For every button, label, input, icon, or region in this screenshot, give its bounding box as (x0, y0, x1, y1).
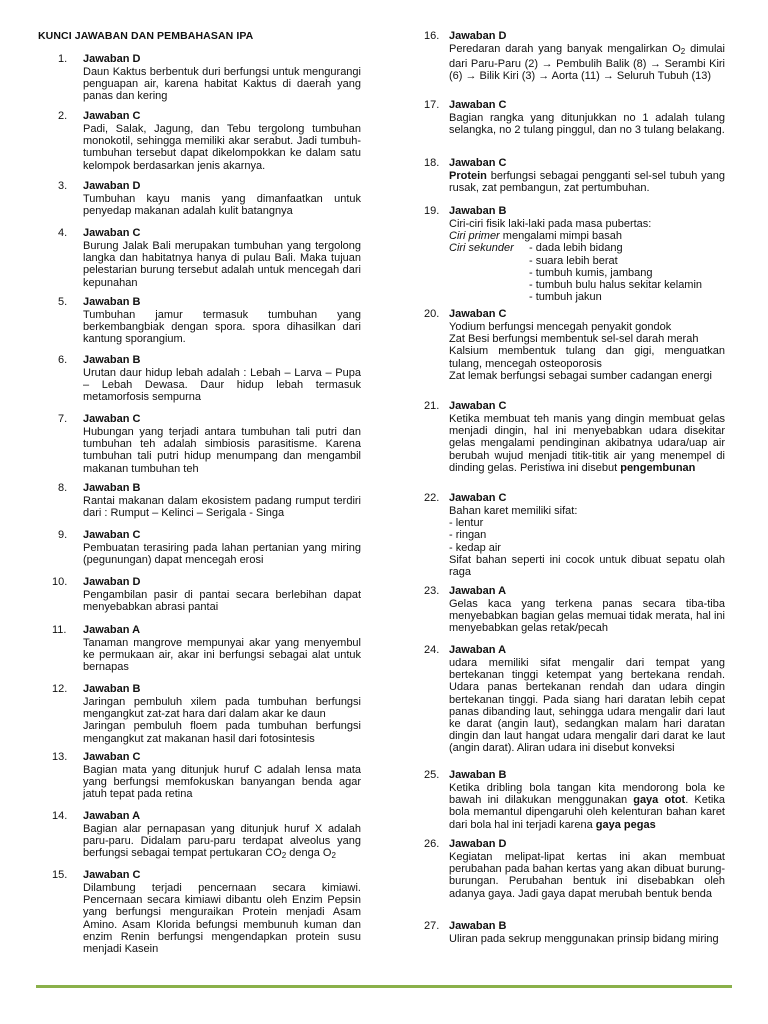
emphasis-term: Protein (449, 170, 487, 182)
answer-explanation (83, 309, 361, 346)
answer-label: Jawaban C (449, 99, 507, 111)
answer-number: 15. (52, 869, 68, 881)
sekunder-row (449, 279, 725, 291)
explanation-line: Pengambilan pasir di pantai secara berlebihan dapat menyebabkan abrasi pantai (83, 589, 361, 614)
answer-number: 8. (58, 482, 68, 494)
answer-explanation (449, 170, 725, 194)
answer-number: 9. (58, 529, 68, 541)
answer-number: 21. (424, 400, 440, 412)
answer-explanation (449, 321, 725, 382)
explanation-line: Tumbuhan kayu manis yang dimanfaatkan untuk penyedap makanan adalah kulit batangnya (83, 193, 361, 218)
answer-label: Jawaban B (449, 205, 507, 217)
explanation-line: Peredaran darah yang banyak mengalirkan $O_2$ dimulai dari Paru-Paru (2) → Pembulih Balik (8) → Serambi Kiri (6) → Bilik Kiri (3) → Aorta (11) → Seluruh Tubuh (13) (449, 43, 725, 83)
answer-number: 5. (58, 296, 68, 308)
explanation-line: Daun Kaktus berbentuk duri berfungsi untuk mengurangi penguapan air, karena habitat Kaktus di daerah yang panas dan kering (83, 66, 361, 103)
sekunder-item: - tumbuh jakun (529, 291, 602, 304)
explanation-line: Bagian mata yang ditunjuk huruf C adalah lensa mata yang berfungsi memfokuskan banyangan benda agar jatuh tepat pada retina (83, 764, 361, 801)
answer-number: 10. (52, 576, 68, 588)
answer-number: 7. (58, 413, 68, 425)
sekunder-item: - dada lebih bidang (529, 242, 623, 255)
answer-number: 2. (58, 110, 68, 122)
explanation-line: Kalsium membentuk tulang dan gigi, menguatkan tulang, mencegah osteoporosis (449, 345, 725, 370)
explanation-line: Ciri-ciri fisik laki-laki pada masa pubertas: (449, 218, 652, 230)
primer-value: mengalami mimpi basah (499, 230, 623, 243)
answer-explanation (449, 851, 725, 900)
answer-number: 23. (424, 585, 440, 597)
answer-explanation (449, 112, 725, 136)
explanation-line: Ketika membuat teh manis yang dingin membuat gelas menjadi dingin, hal ini menyebabkan udara disekitar gelas mengalami pendinginan akibatnya udara/uap air berubah wujud menjadi titik-titik air yang menempel di dinding gelas. Peristiwa ini disebut pengembunan (449, 413, 725, 474)
explanation-line: - ringan (449, 529, 487, 542)
answer-label: Jawaban D (83, 576, 141, 588)
emphasis-term: gaya pegas (595, 818, 656, 831)
answer-explanation (83, 193, 361, 217)
answer-label: Jawaban D (449, 838, 507, 850)
answer-number: 25. (424, 769, 440, 781)
answer-number: 14. (52, 810, 68, 822)
explanation-line: Kegiatan melipat-lipat kertas ini akan membuat perubahan pada bahan kertas yang akan dibuat burung-burungan. Perubahan bentuk ini disebabkan oleh adanya gaya. Jadi gaya dapat merubah bentuk benda (449, 851, 725, 900)
answer-number: 24. (424, 644, 440, 656)
footer-divider (36, 985, 732, 988)
explanation-line: Uliran pada sekrup menggunakan prinsip bidang miring (449, 933, 719, 945)
explanation-line: Protein berfungsi sebagai pengganti sel-sel tubuh yang rusak, zat pembangun, zat pertumbuhan. (449, 170, 725, 195)
answer-explanation (83, 495, 361, 519)
answer-explanation (83, 764, 361, 801)
answer-label: Jawaban D (83, 53, 141, 65)
explanation-line: Jaringan pembuluh floem pada tumbuhan berfungsi mengangkut zat makanan hasil dari fotosintesis (83, 720, 361, 745)
explanation-line: Zat lemak berfungsi sebagai sumber cadangan energi (449, 369, 712, 382)
answer-label: Jawaban C (83, 227, 141, 239)
answer-explanation (83, 637, 361, 674)
explanation-line: Zat Besi berfungsi membentuk sel-sel darah merah (449, 333, 699, 346)
sekunder-key (449, 279, 529, 291)
explanation-line: Hubungan yang terjadi antara tumbuhan tali putri dan tumbuhan teh adalah simbiosis parasitisme. Karena tumbuhan tali putri hidup menumpang dan mengambil makanan tumbuhan teh (83, 426, 361, 475)
sekunder-item: - suara lebih berat (529, 254, 618, 267)
answer-explanation (83, 589, 361, 613)
answer-label: Jawaban C (449, 400, 507, 412)
sekunder-key (449, 255, 529, 267)
explanation-line: Burung Jalak Bali merupakan tumbuhan yang tergolong langka dan habitatnya hanya di pulau Bali. Maka tujuan pelestarian burung tersebut adalah untuk mencegah dari kepunahan (83, 240, 361, 289)
explanation-line: udara memiliki sifat mengalir dari tempat yang bertekanan tinggi ketempat yang bertekana rendah. Udara panas bertekanan rendah dan udara dingin bertekanan tinggi. Pada siang hari daratan lebih cepat panas dibanding laut, sehingga udara mengalir dari laut ke darat (angin laut), sedangkan malam hari daratan dingin dan laut hangat udara mengalir dari darat ke laut (angin darat). Aliran udara ini disebut konveksi (449, 657, 725, 755)
answer-explanation (449, 218, 725, 303)
explanation-line: Dilambung terjadi pencernaan secara kimiawi. Pencernaan secara kimiawi dibantu oleh Enzim Pepsin yang berfungsi menguraikan Protein menjadi Asam Amino. Asam Klorida befungsi membunuh kuman dan enzim Renin berfungsi mengendapkan protein susu menjadi Kasein (83, 882, 361, 956)
answer-number: 17. (424, 99, 440, 111)
answer-label: Jawaban C (83, 751, 141, 763)
answer-label: Jawaban D (83, 180, 141, 192)
sekunder-key (449, 291, 529, 303)
answer-explanation (83, 882, 361, 955)
explanation-line: Tanaman mangrove mempunyai akar yang menyembul ke permukaan air, akar ini berfungsi sebagai alat untuk bernapas (83, 637, 361, 674)
answer-explanation (83, 66, 361, 103)
answer-label: Jawaban C (83, 529, 141, 541)
answer-explanation (83, 123, 361, 172)
answer-label: Jawaban B (83, 482, 141, 494)
answer-number: 1. (58, 53, 68, 65)
answer-explanation (449, 413, 725, 474)
answer-number: 20. (424, 308, 440, 320)
explanation-line: - kedap air (449, 541, 501, 554)
answer-label: Jawaban A (449, 644, 507, 656)
answer-explanation (83, 367, 361, 404)
explanation-line: Bagian alar pernapasan yang ditunjuk huruf X adalah paru-paru. Didalam paru-paru terdapat alveolus yang berfungsi sebagai tempat pertukaran $CO_2$ denga $O_2$ (83, 823, 361, 861)
sekunder-item: - tumbuh kumis, jambang (529, 266, 653, 279)
answer-number: 27. (424, 920, 440, 932)
answer-label: Jawaban C (449, 308, 507, 320)
answer-number: 18. (424, 157, 440, 169)
answer-number: 3. (58, 180, 68, 192)
sekunder-row (449, 255, 725, 267)
answer-number: 11. (52, 624, 67, 636)
answer-label: Jawaban C (449, 157, 507, 169)
sekunder-key (449, 267, 529, 279)
explanation-line: Rantai makanan dalam ekosistem padang rumput terdiri dari : Rumput – Kelinci – Serigala - Singa (83, 495, 361, 520)
answer-number: 16. (424, 30, 440, 42)
sekunder-key: Ciri sekunder (449, 242, 514, 255)
answer-explanation (449, 657, 725, 755)
answer-explanation (83, 426, 361, 475)
answer-explanation (449, 505, 725, 578)
answer-number: 26. (424, 838, 440, 850)
answer-label: Jawaban A (83, 810, 141, 822)
explanation-line: Bagian rangka yang ditunjukkan no 1 adalah tulang selangka, no 2 tulang pinggul, dan no 3 tulang belakang. (449, 112, 725, 137)
answer-label: Jawaban B (449, 920, 507, 932)
answer-explanation (449, 782, 725, 831)
answer-explanation (449, 43, 725, 83)
explanation-line: Sifat bahan seperti ini cocok untuk dibuat sepatu olah raga (449, 553, 725, 579)
primer-key: Ciri primer (449, 230, 500, 243)
explanation-line: Jaringan pembuluh xilem pada tumbuhan berfungsi mengangkut zat-zat hara dari dalam akar ke daun (83, 696, 361, 721)
answer-label: Jawaban C (83, 869, 141, 881)
explanation-line: Bahan karet memiliki sifat: (449, 505, 578, 517)
emphasis-term: gaya otot (633, 794, 686, 807)
answer-label: Jawaban C (83, 413, 141, 425)
answer-label: Jawaban B (83, 296, 141, 308)
answer-label: Jawaban D (449, 30, 507, 42)
explanation-line: Ketika dribling bola tangan kita mendorong bola ke bawah ini dilakukan menggunakan gaya otot. Ketika bola memantul dipengaruhi oleh kelenturan bahan karet dari bola hal ini terjadi karena gaya pegas (449, 782, 725, 831)
answer-number: 13. (52, 751, 68, 763)
answer-explanation (83, 542, 361, 566)
answer-label: Jawaban B (83, 683, 141, 695)
answer-number: 12. (52, 683, 68, 695)
explanation-line: Tumbuhan jamur termasuk tumbuhan yang berkembangbiak dengan spora. spora dihasilkan dari kantung sporangium. (83, 309, 361, 346)
primer-row (449, 230, 725, 242)
page-title: KUNCI JAWABAN DAN PEMBAHASAN IPA (38, 30, 254, 42)
answer-label: Jawaban C (449, 492, 507, 504)
answer-explanation (83, 240, 361, 289)
answer-number: 22. (424, 492, 440, 504)
explanation-line: Padi, Salak, Jagung, dan Tebu tergolong tumbuhan monokotil, sehingga memiliki akar serabut. Jadi tumbuh-tumbuhan tersebut dapat dikelompokkan ke dalam satu kelompok berdasarkan jenis akarnya. (83, 123, 361, 172)
sekunder-row (449, 291, 725, 303)
answer-label: Jawaban A (449, 585, 507, 597)
explanation-line: - lentur (449, 517, 484, 530)
answer-explanation (449, 598, 725, 635)
explanation-line: Gelas kaca yang terkena panas secara tiba-tiba menyebabkan bagian gelas memuai tidak merata, hal ini menyebabkan gelas retak/pecah (449, 598, 725, 635)
answer-explanation (449, 933, 725, 945)
answer-label: Jawaban B (83, 354, 141, 366)
emphasis-term: pengembunan (620, 461, 696, 474)
explanation-line: Yodium berfungsi mencegah penyakit gondok (449, 321, 672, 333)
answer-explanation (83, 823, 361, 863)
explanation-line: Pembuatan terasiring pada lahan pertanian yang miring (pegunungan) dapat mencegah erosi (83, 542, 361, 567)
answer-label: Jawaban A (83, 624, 141, 636)
answer-number: 19. (424, 205, 440, 217)
sekunder-row (449, 242, 725, 254)
sekunder-item: - tumbuh bulu halus sekitar kelamin (529, 279, 703, 292)
sekunder-row (449, 267, 725, 279)
answer-label: Jawaban B (449, 769, 507, 781)
answer-explanation (83, 696, 361, 745)
answer-number: 6. (58, 354, 68, 366)
answer-label: Jawaban C (83, 110, 141, 122)
answer-number: 4. (58, 227, 68, 239)
explanation-line: Urutan daur hidup lebah adalah : Lebah – Larva – Pupa – Lebah Dewasa. Daur hidup lebah termasuk metamorfosis sempurna (83, 367, 361, 404)
